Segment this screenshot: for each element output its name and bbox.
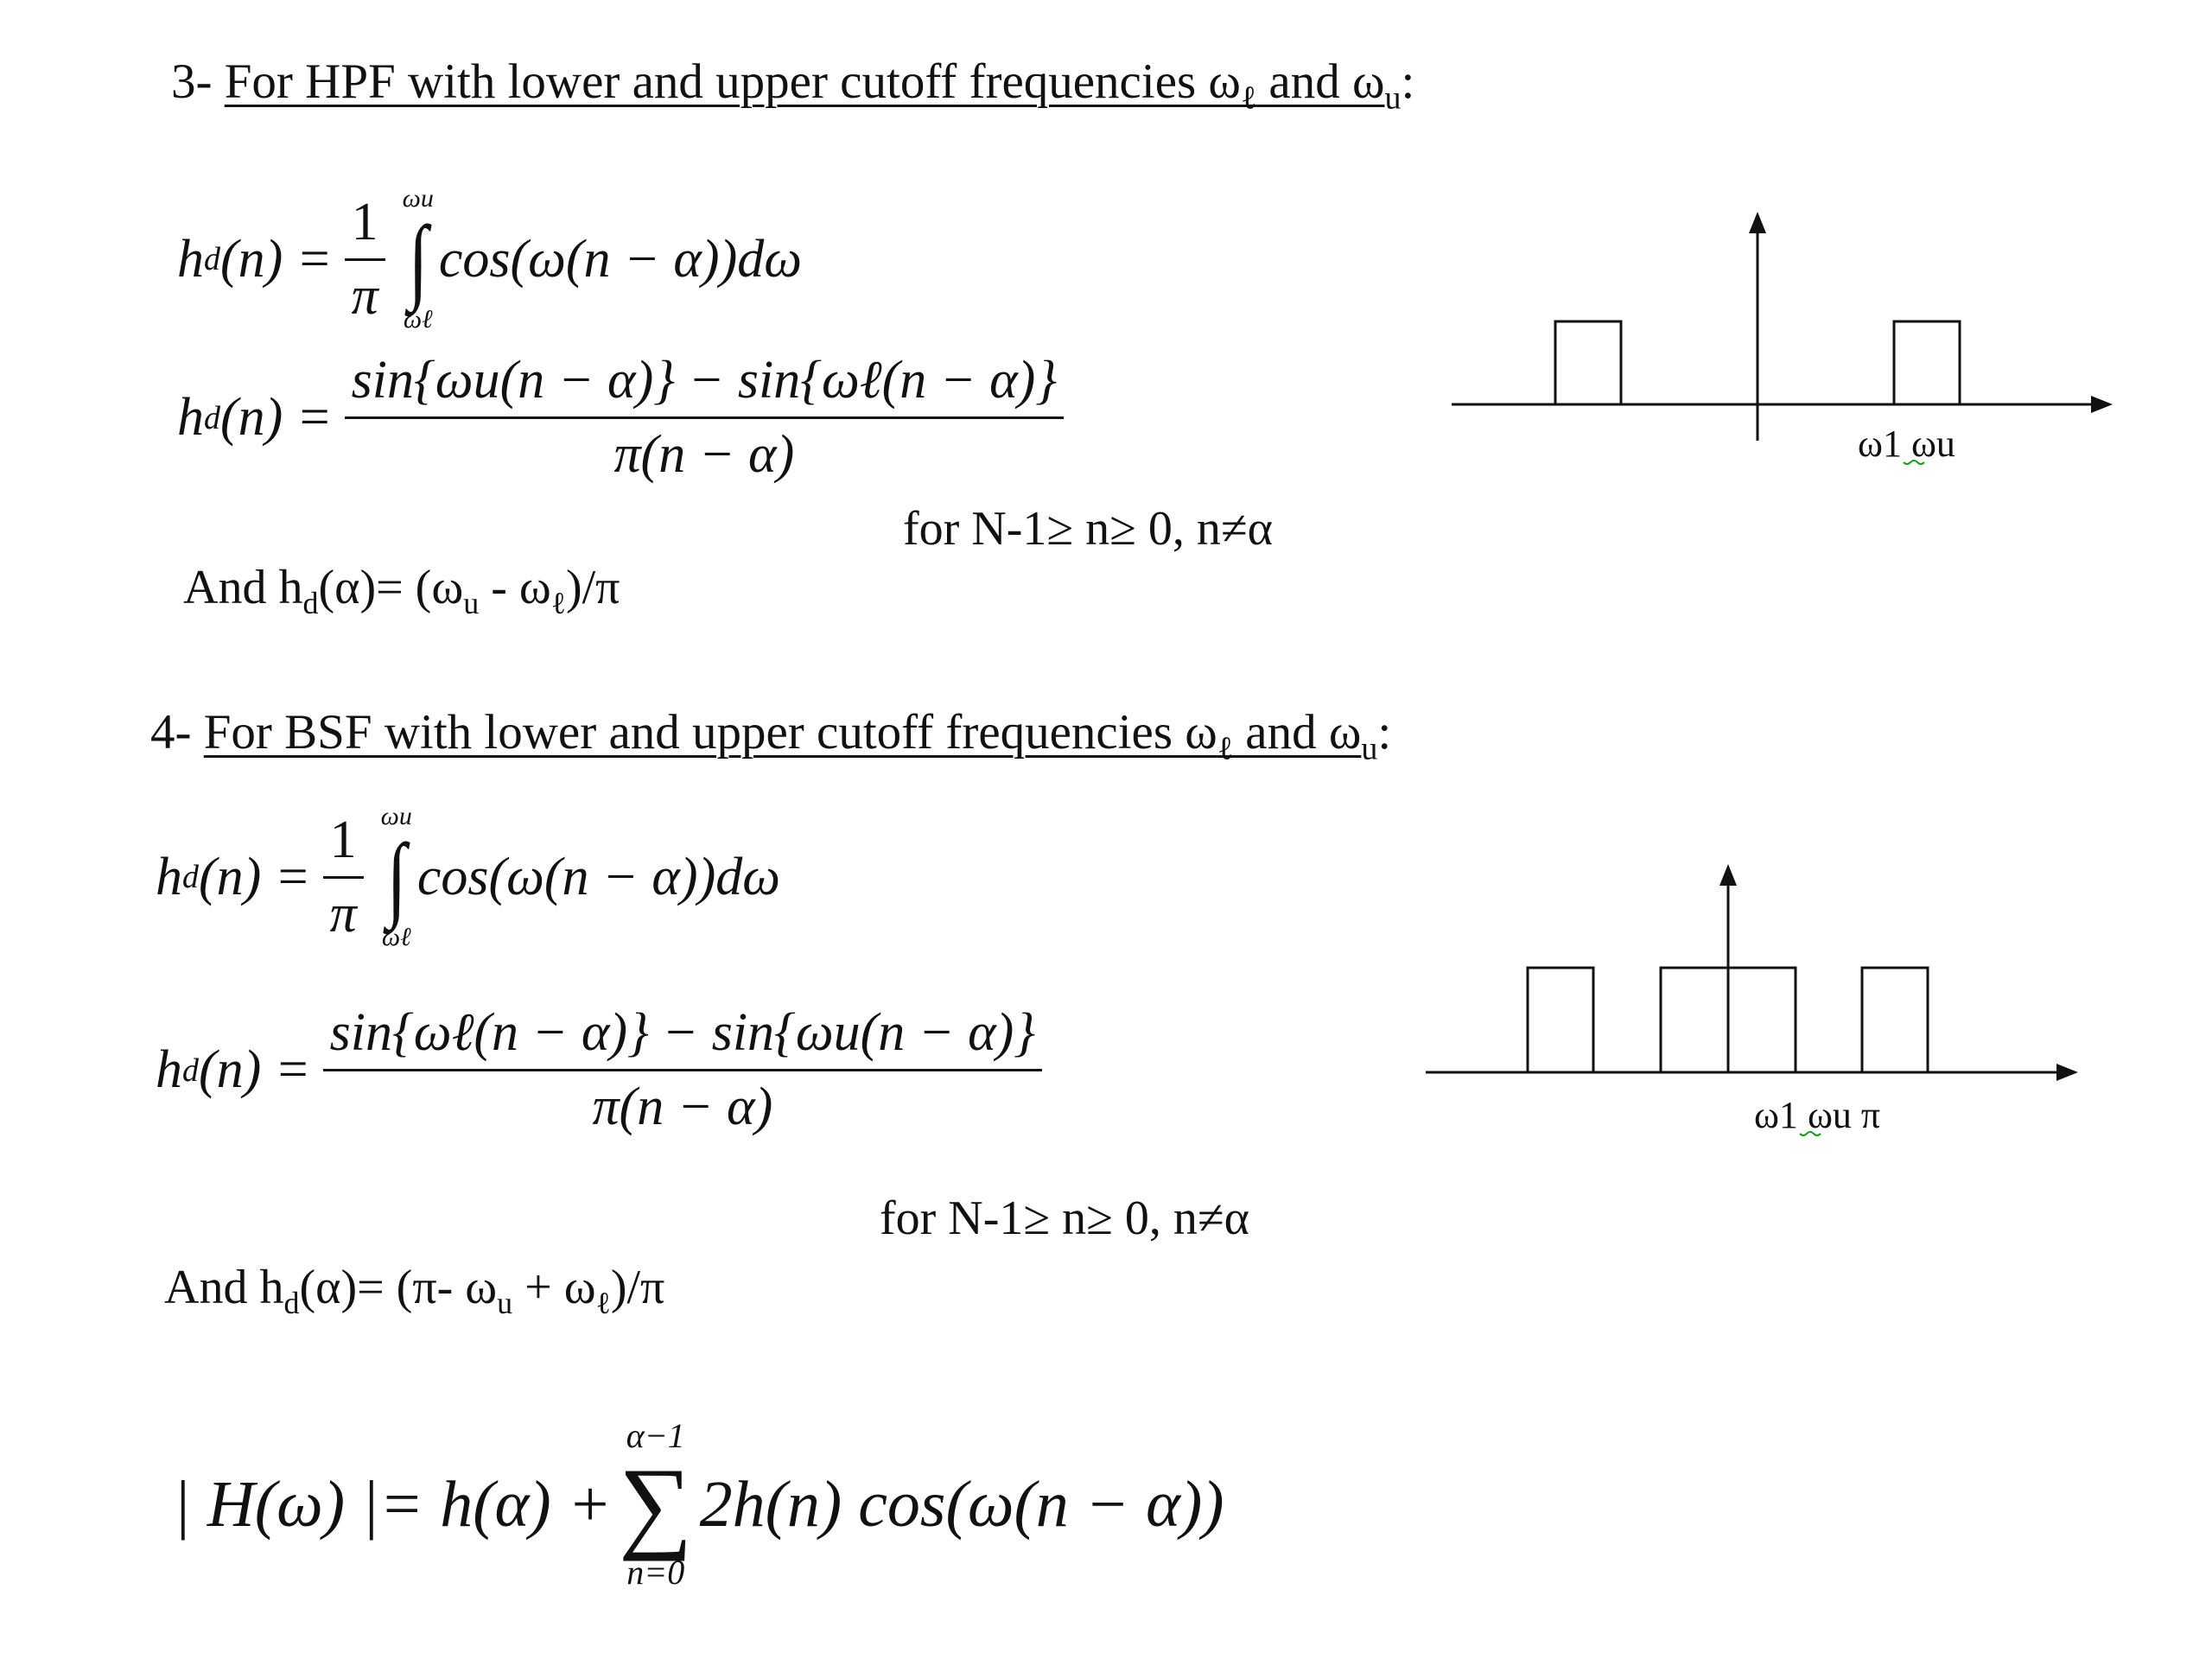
hpf-integral-equation <box>177 186 802 333</box>
sum-lower-limit: n=0 <box>626 1553 685 1592</box>
bsf-band-left <box>1528 968 1593 1072</box>
sum-symbol: ∑ <box>619 1446 693 1561</box>
hpf-passband-right <box>1894 321 1960 404</box>
one-over-pi <box>323 810 364 945</box>
section-3-sub-u: u <box>1384 79 1402 117</box>
and-sub-d: d <box>302 586 319 621</box>
hd-subscript: d <box>204 399 220 436</box>
and-end: )/π <box>565 561 620 614</box>
and-sub-u: u <box>497 1286 513 1321</box>
hd-subscript: d <box>182 859 199 895</box>
and-sub-l: ℓ <box>595 1286 611 1321</box>
and-label: And h <box>183 561 303 614</box>
fraction-numerator: sin{ωu(n − α)} − sin{ωℓ(n − α)} <box>345 350 1064 419</box>
magnitude-lhs: | H(ω) |= h(α) + <box>173 1467 613 1541</box>
hpf-passband-left <box>1555 321 1621 404</box>
hpf-closed-form-equation <box>177 350 1076 486</box>
section-4-sub-u: u <box>1361 730 1378 767</box>
section-3-colon: : <box>1401 54 1415 109</box>
sine-fraction <box>323 1002 1042 1138</box>
fraction-numerator: 1 <box>345 192 385 261</box>
hd-argument: (n) = <box>199 1040 311 1099</box>
bsf-closed-form-equation <box>156 1002 1054 1138</box>
bsf-integral-equation <box>156 804 780 950</box>
section-3-and: and ω <box>1256 54 1385 109</box>
bsf-axis-label: ω1 ωu π <box>1754 1094 1881 1136</box>
hd-symbol: h <box>156 847 182 906</box>
hpf-center-value <box>183 560 620 621</box>
and-mid: - ω <box>479 561 551 614</box>
hd-subscript: d <box>204 241 220 277</box>
hd-subscript: d <box>182 1052 199 1089</box>
and-sub-l: ℓ <box>550 586 566 621</box>
and-rest: (α)= (π- ω <box>299 1261 498 1314</box>
fraction-numerator: 1 <box>323 810 364 879</box>
section-3-number: 3- <box>171 54 225 109</box>
integral-lower-limit: ωℓ <box>381 923 411 951</box>
bsf-spell-mark <box>1800 1132 1821 1135</box>
section-4-and: and ω <box>1233 705 1362 760</box>
and-sub-u: u <box>463 586 480 621</box>
bsf-band-right <box>1862 968 1928 1072</box>
hd-symbol: h <box>156 1040 182 1099</box>
integral-sign: ωu ∫ ωℓ <box>402 184 434 334</box>
magnitude-response-equation <box>173 1417 1224 1592</box>
integral-upper-limit: ωu <box>402 184 434 213</box>
fraction-numerator: sin{ωℓ(n − α)} − sin{ωu(n − α)} <box>323 1002 1042 1071</box>
and-label: And h <box>164 1261 284 1314</box>
integral-sign: ωu ∫ ωℓ <box>380 802 412 951</box>
integrand: cos(ω(n − α))dω <box>416 847 780 906</box>
hpf-condition: for N-1≥ n≥ 0, n≠α <box>903 502 1273 556</box>
one-over-pi <box>345 192 385 327</box>
hpf-x-arrow <box>2091 396 2113 413</box>
bsf-band-center <box>1661 968 1796 1072</box>
integral-upper-limit: ωu <box>380 802 412 830</box>
sum-upper-limit: α−1 <box>626 1416 685 1455</box>
hd-argument: (n) = <box>220 229 333 289</box>
hpf-y-arrow <box>1749 212 1766 233</box>
bsf-condition: for N-1≥ n≥ 0, n≠α <box>880 1192 1249 1245</box>
bsf-center-value <box>164 1260 664 1321</box>
integral-lower-limit: ωℓ <box>403 305 433 334</box>
hd-symbol: h <box>177 388 204 447</box>
hpf-axis-label: ω1 ωu <box>1858 423 1955 465</box>
and-sub-d: d <box>283 1286 300 1321</box>
and-end: )/π <box>610 1261 665 1314</box>
section-4-heading <box>150 704 1391 767</box>
section-3-heading <box>171 54 1414 117</box>
summation-sign <box>619 1417 693 1592</box>
and-mid: + ω <box>512 1261 596 1314</box>
fraction-denominator: π <box>329 884 357 944</box>
bsf-y-arrow <box>1719 864 1737 886</box>
hd-symbol: h <box>177 229 204 289</box>
hd-argument: (n) = <box>220 388 333 447</box>
hpf-spell-mark <box>1904 461 1924 464</box>
section-4-number: 4- <box>150 705 204 760</box>
magnitude-rhs: 2h(n) cos(ω(n − α)) <box>699 1467 1224 1541</box>
and-rest: (α)= (ω <box>318 561 464 614</box>
section-4-colon: : <box>1377 705 1392 760</box>
integrand: cos(ω(n − α))dω <box>438 229 802 289</box>
hd-argument: (n) = <box>199 847 311 906</box>
fraction-denominator: π(n − α) <box>592 1077 773 1136</box>
section-3-title: For HPF with lower and upper cutoff frequencies ω <box>224 54 1241 109</box>
fraction-denominator: π <box>351 266 378 326</box>
section-3-sub-l: ℓ <box>1240 79 1257 117</box>
fraction-denominator: π(n − α) <box>613 425 795 484</box>
section-4-sub-l: ℓ <box>1217 730 1234 767</box>
bsf-x-arrow <box>2056 1064 2078 1081</box>
section-4-title: For BSF with lower and upper cutoff frequencies ω <box>203 705 1217 760</box>
sine-fraction <box>345 350 1064 486</box>
